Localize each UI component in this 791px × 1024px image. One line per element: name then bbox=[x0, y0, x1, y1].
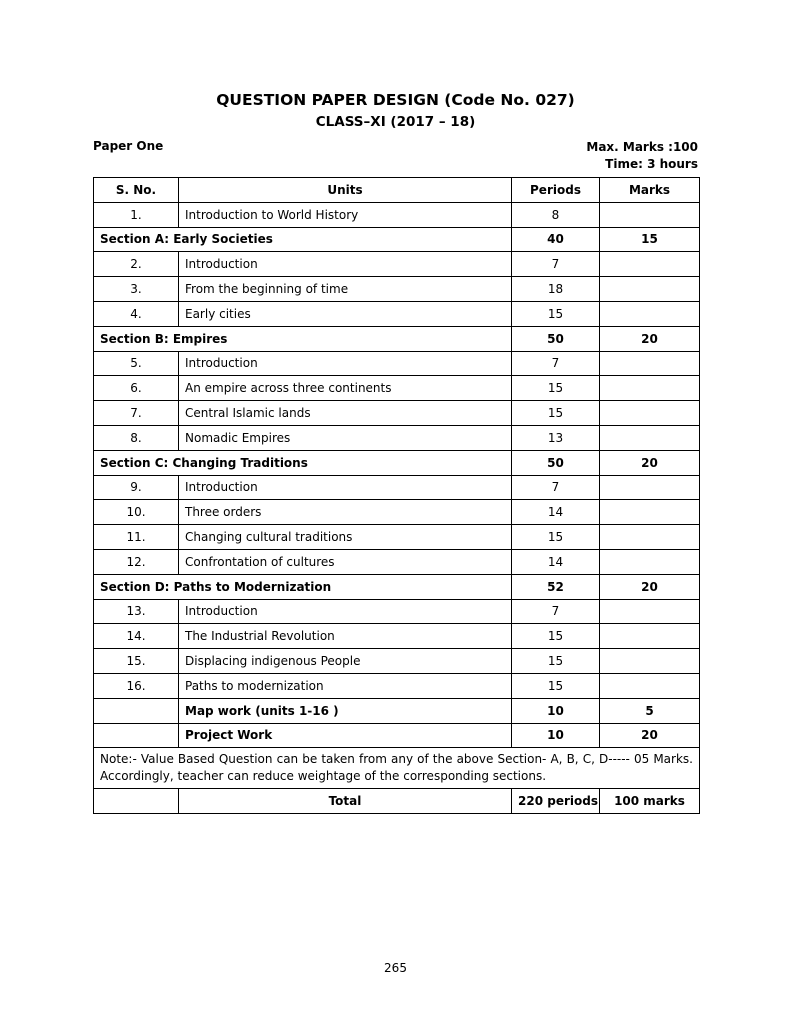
marks-cell: 20 bbox=[600, 450, 700, 475]
periods-cell: 15 bbox=[512, 301, 600, 326]
periods-cell: 220 periods bbox=[512, 789, 600, 814]
periods-cell: 7 bbox=[512, 599, 600, 624]
marks-cell bbox=[600, 376, 700, 401]
unit-cell: Introduction bbox=[179, 599, 512, 624]
periods-cell: 14 bbox=[512, 500, 600, 525]
table-row bbox=[94, 599, 700, 624]
periods-cell: 14 bbox=[512, 549, 600, 574]
section-row bbox=[94, 450, 700, 475]
periods-cell: 18 bbox=[512, 277, 600, 302]
periods-cell: 50 bbox=[512, 450, 600, 475]
table-row bbox=[94, 475, 700, 500]
marks-cell bbox=[600, 525, 700, 550]
marks-cell bbox=[600, 500, 700, 525]
table-row bbox=[94, 277, 700, 302]
table-row bbox=[94, 624, 700, 649]
section-label: Section D: Paths to Modernization bbox=[94, 574, 512, 599]
periods-cell: 15 bbox=[512, 673, 600, 698]
unit-cell: Introduction to World History bbox=[179, 202, 512, 227]
unit-cell: Introduction bbox=[179, 351, 512, 376]
periods-cell: 52 bbox=[512, 574, 600, 599]
periods-cell: 15 bbox=[512, 376, 600, 401]
marks-cell bbox=[600, 425, 700, 450]
header-periods: Periods bbox=[512, 178, 600, 203]
marks-cell bbox=[600, 649, 700, 674]
periods-cell: 7 bbox=[512, 351, 600, 376]
sno-cell bbox=[94, 723, 179, 748]
sno-cell: 15. bbox=[94, 649, 179, 674]
max-marks: Max. Marks :100 bbox=[586, 140, 698, 154]
table-row bbox=[94, 252, 700, 277]
table-row bbox=[94, 723, 700, 748]
marks-cell bbox=[600, 351, 700, 376]
unit-cell: Introduction bbox=[179, 252, 512, 277]
unit-cell: Map work (units 1-16 ) bbox=[179, 698, 512, 723]
table-row bbox=[94, 549, 700, 574]
sno-cell: 16. bbox=[94, 673, 179, 698]
marks-cell: 100 marks bbox=[600, 789, 700, 814]
sno-cell: 13. bbox=[94, 599, 179, 624]
sno-cell: 6. bbox=[94, 376, 179, 401]
table-row bbox=[94, 376, 700, 401]
sno-cell: 14. bbox=[94, 624, 179, 649]
table-row bbox=[94, 500, 700, 525]
marks-cell bbox=[600, 549, 700, 574]
page-number: 265 bbox=[384, 961, 407, 975]
marks-cell bbox=[600, 202, 700, 227]
unit-cell: Paths to modernization bbox=[179, 673, 512, 698]
question-paper-design-table bbox=[93, 177, 700, 814]
table-body bbox=[94, 202, 700, 813]
unit-cell: Nomadic Empires bbox=[179, 425, 512, 450]
exam-time: Time: 3 hours bbox=[605, 157, 698, 171]
total-row bbox=[94, 789, 700, 814]
unit-cell: Total bbox=[179, 789, 512, 814]
sno-cell bbox=[94, 789, 179, 814]
marks-cell: 15 bbox=[600, 227, 700, 252]
marks-cell bbox=[600, 624, 700, 649]
periods-cell: 7 bbox=[512, 252, 600, 277]
header-marks: Marks bbox=[600, 178, 700, 203]
periods-cell: 7 bbox=[512, 475, 600, 500]
table-row bbox=[94, 401, 700, 426]
periods-cell: 40 bbox=[512, 227, 600, 252]
unit-cell: Central Islamic lands bbox=[179, 401, 512, 426]
header-sno: S. No. bbox=[94, 178, 179, 203]
table-row bbox=[94, 301, 700, 326]
unit-cell: An empire across three continents bbox=[179, 376, 512, 401]
unit-cell: Early cities bbox=[179, 301, 512, 326]
sno-cell: 12. bbox=[94, 549, 179, 574]
periods-cell: 8 bbox=[512, 202, 600, 227]
unit-cell: Confrontation of cultures bbox=[179, 549, 512, 574]
paper-label: Paper One bbox=[93, 139, 164, 153]
marks-cell bbox=[600, 401, 700, 426]
table-row bbox=[94, 425, 700, 450]
section-row bbox=[94, 227, 700, 252]
sno-cell bbox=[94, 698, 179, 723]
periods-cell: 13 bbox=[512, 425, 600, 450]
marks-cell: 20 bbox=[600, 326, 700, 351]
page-title: QUESTION PAPER DESIGN (Code No. 027) bbox=[216, 91, 575, 109]
table-row bbox=[94, 698, 700, 723]
note-text: Note:- Value Based Question can be taken from any of the above Section- A, B, C, D----- 05 Marks. Accordingly, teacher can reduce weightage of the corresponding sections. bbox=[94, 748, 700, 789]
sno-cell: 5. bbox=[94, 351, 179, 376]
table-row bbox=[94, 351, 700, 376]
unit-cell: From the beginning of time bbox=[179, 277, 512, 302]
section-label: Section C: Changing Traditions bbox=[94, 450, 512, 475]
page-subtitle: CLASS–XI (2017 – 18) bbox=[315, 114, 476, 130]
marks-cell bbox=[600, 599, 700, 624]
sno-cell: 9. bbox=[94, 475, 179, 500]
periods-cell: 15 bbox=[512, 649, 600, 674]
marks-cell: 20 bbox=[600, 574, 700, 599]
sno-cell: 8. bbox=[94, 425, 179, 450]
unit-cell: Changing cultural traditions bbox=[179, 525, 512, 550]
unit-cell: Introduction bbox=[179, 475, 512, 500]
unit-cell: The Industrial Revolution bbox=[179, 624, 512, 649]
unit-cell: Project Work bbox=[179, 723, 512, 748]
periods-cell: 15 bbox=[512, 401, 600, 426]
sno-cell: 4. bbox=[94, 301, 179, 326]
sno-cell: 3. bbox=[94, 277, 179, 302]
section-row bbox=[94, 326, 700, 351]
table-row bbox=[94, 673, 700, 698]
section-label: Section B: Empires bbox=[94, 326, 512, 351]
marks-cell bbox=[600, 301, 700, 326]
exam-meta bbox=[586, 139, 698, 173]
periods-cell: 10 bbox=[512, 698, 600, 723]
marks-cell bbox=[600, 277, 700, 302]
unit-cell: Displacing indigenous People bbox=[179, 649, 512, 674]
periods-cell: 15 bbox=[512, 624, 600, 649]
periods-cell: 15 bbox=[512, 525, 600, 550]
note-row bbox=[94, 748, 700, 789]
table-row bbox=[94, 649, 700, 674]
section-row bbox=[94, 574, 700, 599]
unit-cell: Three orders bbox=[179, 500, 512, 525]
table-row bbox=[94, 202, 700, 227]
header-units: Units bbox=[179, 178, 512, 203]
marks-cell bbox=[600, 475, 700, 500]
periods-cell: 10 bbox=[512, 723, 600, 748]
sno-cell: 2. bbox=[94, 252, 179, 277]
table-header-row bbox=[94, 178, 700, 203]
marks-cell bbox=[600, 252, 700, 277]
sno-cell: 7. bbox=[94, 401, 179, 426]
periods-cell: 50 bbox=[512, 326, 600, 351]
marks-cell bbox=[600, 673, 700, 698]
table-row bbox=[94, 525, 700, 550]
marks-cell: 20 bbox=[600, 723, 700, 748]
section-label: Section A: Early Societies bbox=[94, 227, 512, 252]
marks-cell: 5 bbox=[600, 698, 700, 723]
sno-cell: 10. bbox=[94, 500, 179, 525]
sno-cell: 11. bbox=[94, 525, 179, 550]
sno-cell: 1. bbox=[94, 202, 179, 227]
